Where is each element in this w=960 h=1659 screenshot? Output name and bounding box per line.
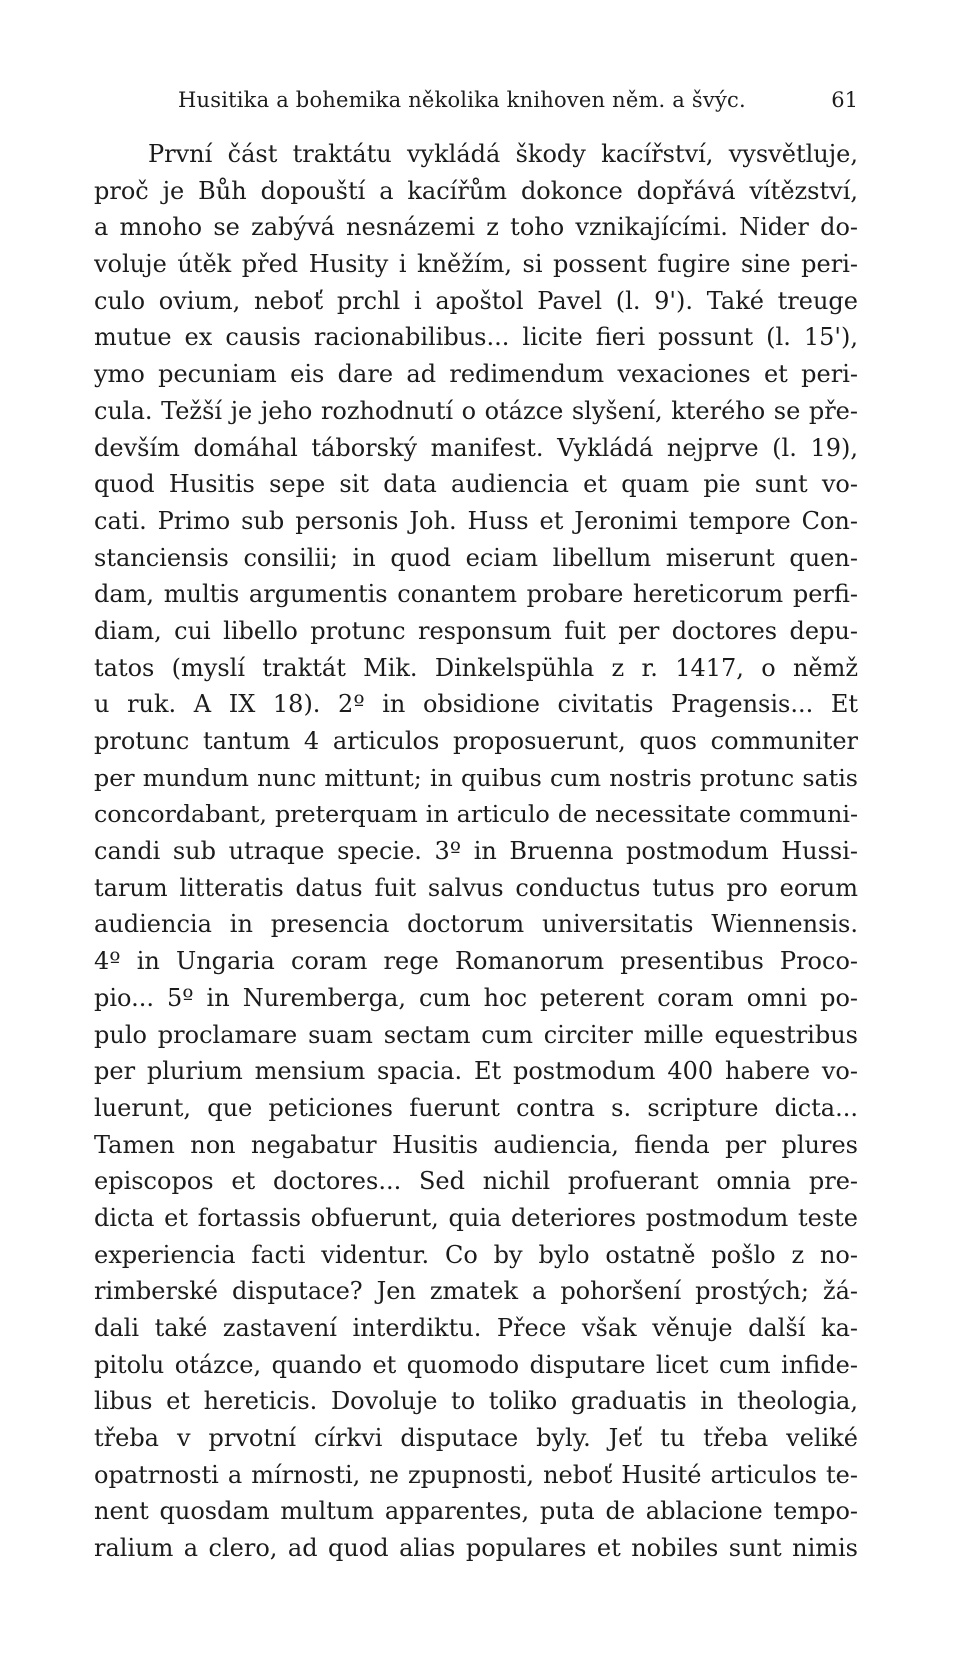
- text-line: dam, multis argumentis conantem probare hereticorum perfi-: [94, 580, 858, 609]
- text-line: dicta et fortassis obfuerunt, quia deteriores postmodum teste: [94, 1203, 858, 1232]
- text-line: a mnoho se zabývá nesnázemi z toho vznikajícími. Nider do-: [94, 213, 858, 242]
- text-line: ymo pecuniam eis dare ad redimendum vexaciones et peri-: [94, 360, 858, 389]
- text-line: candi sub utraque specie. 3º in Bruenna postmodum Hussi-: [94, 837, 858, 866]
- text-line: diam, cui libello protunc responsum fuit per doctores depu-: [94, 616, 858, 645]
- text-line: ralium a clero, ad quod alias populares et nobiles sunt nimis: [94, 1534, 858, 1563]
- text-line: rimberské disputace? Jen zmatek a pohoršení prostých; žá-: [94, 1277, 858, 1306]
- text-line: opatrnosti a mírnosti, ne zpupnosti, neboť Husité articulos te-: [94, 1460, 858, 1489]
- text-line: stanciensis consilii; in quod eciam libellum miserunt quen-: [94, 543, 858, 572]
- text-line: mutue ex causis racionabilibus... licite fieri possunt (l. 15'),: [94, 323, 858, 352]
- body-text: [94, 136, 858, 1567]
- text-line: proč je Bůh dopouští a kacířům dokonce dopřává vítězství,: [94, 176, 858, 205]
- running-head: [178, 84, 858, 116]
- text-line: quod Husitis sepe sit data audiencia et quam pie sunt vo-: [94, 470, 858, 499]
- page-number: 61: [831, 88, 858, 112]
- text-line: audiencia in presencia doctorum universitatis Wiennensis.: [94, 910, 858, 939]
- text-line: libus et hereticis. Dovoluje to toliko graduatis in theologia,: [94, 1387, 858, 1416]
- text-line: Tamen non negabatur Husitis audiencia, fienda per plures: [94, 1130, 858, 1159]
- text-line: cula. Težší je jeho rozhodnutí o otázce slyšení, kterého se pře-: [94, 396, 858, 425]
- text-line: protunc tantum 4 articulos proposuerunt, quos communiter: [94, 727, 858, 755]
- text-line: per mundum nunc mittunt; in quibus cum nostris protunc satis: [94, 763, 858, 792]
- text-line: pitolu otázce, quando et quomodo disputare licet cum infide-: [94, 1350, 858, 1379]
- text-line: luerunt, que peticiones fuerunt contra s. scripture dicta...: [94, 1093, 858, 1122]
- text-line: dali také zastavení interdiktu. Přece však věnuje další ka-: [94, 1314, 858, 1342]
- text-line: 4º in Ungaria coram rege Romanorum presentibus Proco-: [94, 947, 858, 976]
- text-line: concordabant, preterquam in articulo de necessitate communi-: [94, 800, 858, 829]
- text-line: pio... 5º in Nuremberga, cum hoc peterent coram omni po-: [94, 983, 858, 1012]
- text-line: pulo proclamare suam sectam cum circiter mille equestribus: [94, 1020, 858, 1049]
- text-line: episcopos et doctores... Sed nichil profuerant omnia pre-: [94, 1167, 858, 1196]
- text-line: experiencia facti videntur. Co by bylo ostatně pošlo z no-: [94, 1240, 858, 1269]
- text-line: První část traktátu vykládá škody kacířství, vysvětluje,: [148, 140, 858, 168]
- running-title: Husitika a bohemika několika knihoven něm. a švýc.: [178, 88, 746, 112]
- text-line: culo ovium, neboť prchl i apoštol Pavel (l. 9'). Také treuge: [94, 286, 858, 315]
- text-line: nent quosdam multum apparentes, puta de ablacione tempo-: [94, 1497, 858, 1526]
- text-line: u ruk. A IX 18). 2º in obsidione civitatis Pragensis... Et: [94, 690, 858, 719]
- text-line: per plurium mensium spacia. Et postmodum 400 habere vo-: [94, 1057, 858, 1086]
- text-line: tatos (myslí traktát Mik. Dinkelspühla z r. 1417, o němž: [94, 653, 858, 682]
- text-line: třeba v prvotní církvi disputace byly. Jeť tu třeba veliké: [94, 1424, 858, 1453]
- text-line: tarum litteratis datus fuit salvus conductus tutus pro eorum: [94, 873, 858, 902]
- text-line: cati. Primo sub personis Joh. Huss et Jeronimi tempore Con-: [94, 506, 858, 535]
- text-line: voluje útěk před Husity i kněžím, si possent fugire sine peri-: [94, 250, 858, 279]
- text-line: devším domáhal táborský manifest. Vykládá nejprve (l. 19),: [94, 433, 858, 462]
